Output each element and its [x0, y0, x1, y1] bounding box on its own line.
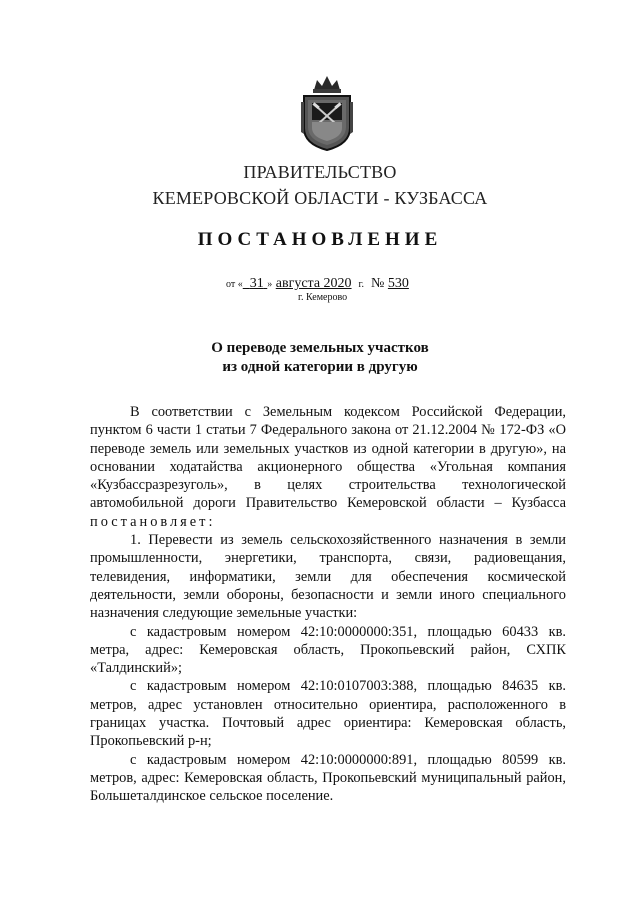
date-day: 31 — [249, 276, 264, 291]
document-number: 530 — [387, 276, 409, 291]
date-mid: » — [267, 279, 273, 290]
item-1-paragraph: 1. Перевести из земель сельскохозяйственного назначения в земли промышленности, энергетики, транспорта, связи, радиовещания, телевидения, информатики, земли для обеспечения космической деятельности, земли обороны, безопасности и земли иного специального назначения следующие земельные участки: — [90, 532, 566, 622]
date-prefix: от « — [226, 279, 243, 290]
date-number-line — [226, 276, 446, 292]
document-title-line1: О переводе земельных участков — [211, 340, 429, 356]
parcel-2-paragraph: с кадастровым номером 42:10:0107003:388, площадью 84635 кв. метров, адрес установлен относительно ориентира, расположенного в границах участка. Почтовый адрес ориентира: Кемеровская область, Прокопьевский р-н; — [90, 678, 566, 750]
parcel-3-paragraph: с кадастровым номером 42:10:0000000:891, площадью 80599 кв. метров, адрес: Кемеровская область, Прокопьевский муниципальный район, Большеталдинское сельское поселение. — [90, 751, 566, 805]
document-body — [90, 403, 566, 806]
document-title-line2: из одной категории в другую — [222, 359, 418, 375]
parcel-1-paragraph: с кадастровым номером 42:10:0000000:351, площадью 60433 кв. метра, адрес: Кемеровская область, Прокопьевский район, СХПК «Талдинский»; — [90, 623, 566, 677]
city-name: г. Кемерово — [298, 292, 348, 303]
government-name-line2: КЕМЕРОВСКОЙ ОБЛАСТИ - КУЗБАССА — [152, 188, 488, 208]
date-suffix: г. — [358, 279, 365, 290]
number-sign: № — [371, 276, 385, 291]
decree-word: постановляет: — [90, 513, 216, 530]
document-type-heading: ПОСТАНОВЛЕНИЕ — [197, 229, 443, 250]
intro-paragraph: В соответствии с Земельным кодексом Российской Федерации, пунктом 6 части 1 статьи 7 Федерального закона от 21.12.2004 № 172-ФЗ «О переводе земель или земельных участков из одной категории в другую», на основании ходатайства акционерного общества «Угольная компания «Кузбассразрезуголь», в целях строительства технологической автомобильной дороги Правительство Кемеровской области – Кузбасса постановляет: — [90, 404, 566, 530]
date-month-year: августа 2020 — [275, 276, 352, 291]
government-name-line1: ПРАВИТЕЛЬСТВО — [243, 162, 397, 182]
coat-of-arms-emblem — [300, 72, 354, 152]
